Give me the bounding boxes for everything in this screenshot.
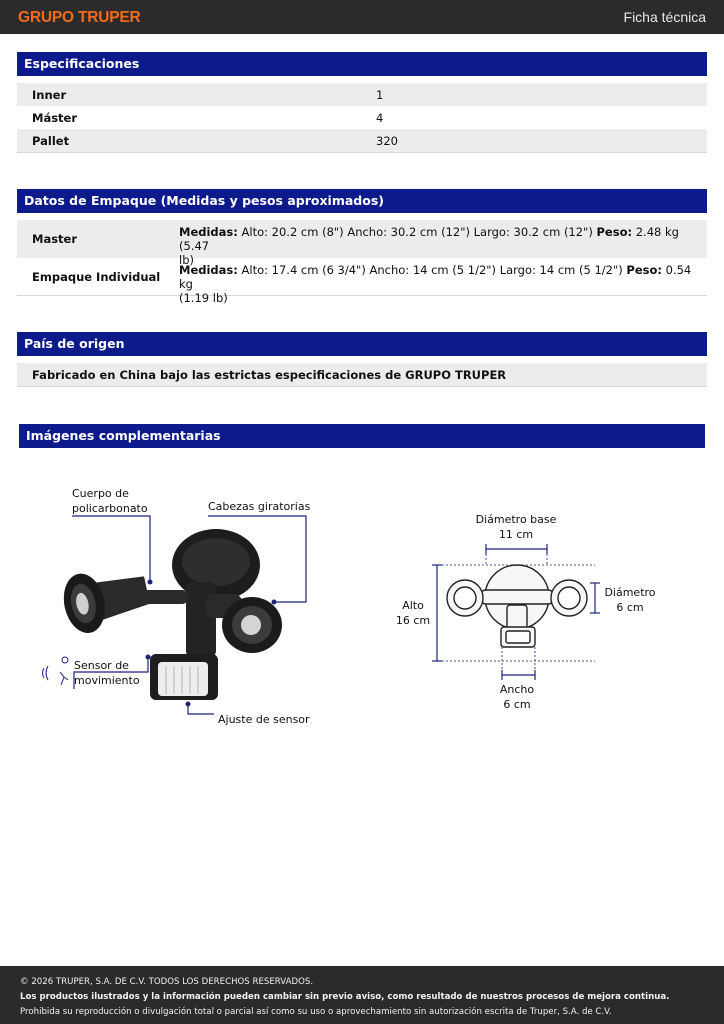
spec-row-master (17, 106, 707, 129)
dim-diametro-value: 6 cm (616, 601, 644, 614)
footer (0, 966, 724, 1024)
origin-text: Fabricado en China bajo las estrictas especificaciones de GRUPO TRUPER (32, 368, 507, 382)
spec-label: Inner (32, 88, 67, 102)
callout-cuerpo-line1: Cuerpo de (72, 487, 129, 500)
peso-value-cont: lb) (179, 253, 194, 267)
dim-diametro-label: Diámetro (604, 586, 656, 599)
dim-ancho-label: Ancho (499, 683, 535, 696)
brand-logo: GRUPO TRUPER (18, 9, 141, 26)
medidas-value: Alto: 20.2 cm (8") Ancho: 30.2 cm (12") Largo: 30.2 cm (12") (237, 225, 597, 239)
peso-label: Peso: (626, 263, 662, 277)
packing-label: Empaque Individual (32, 270, 161, 284)
document-title: Ficha técnica (623, 9, 706, 25)
lamp-top-view (447, 565, 587, 647)
callout-sensor-line1: Sensor de (74, 659, 129, 672)
packing-details (179, 263, 699, 305)
footer-notice: Los productos ilustrados y la información pueden cambiar sin previo aviso, como resultado de nuestros procesos de mejora continua. (20, 992, 670, 1002)
packing-row-master (17, 220, 707, 267)
spec-label: Pallet (32, 134, 70, 148)
medidas-value: Alto: 17.4 cm (6 3/4") Ancho: 14 cm (5 1/2") Largo: 14 cm (5 1/2") (237, 263, 627, 277)
peso-value: 2.48 kg (5.47 (179, 225, 679, 253)
product-callout-figure (38, 482, 318, 732)
spec-label: Máster (32, 111, 78, 125)
spec-value: 320 (376, 134, 398, 148)
motion-sensor-icon (43, 657, 69, 685)
peso-label: Peso: (596, 225, 633, 239)
dim-alto-label: Alto (402, 599, 424, 612)
peso-value: 0.54 kg (179, 263, 692, 291)
medidas-label: Medidas: (179, 263, 238, 277)
section-header-especificaciones: Especificaciones (17, 52, 707, 76)
callout-cuerpo-line2: policarbonato (72, 502, 148, 515)
callout-ajuste: Ajuste de sensor (218, 713, 310, 726)
section-header-imagenes: Imágenes complementarias (19, 424, 705, 448)
callout-sensor-line2: movimiento (74, 674, 140, 687)
spec-row-inner (17, 83, 707, 106)
dim-alto-value: 16 cm (395, 614, 431, 627)
footer-copyright: © 2026 TRUPER, S.A. DE C.V. TODOS LOS DERECHOS RESERVADOS. (20, 977, 314, 987)
callout-cabezas: Cabezas giratorias (208, 500, 311, 513)
dimension-diagram (395, 505, 665, 717)
peso-value-cont: (1.19 lb) (179, 291, 228, 305)
spec-value: 1 (376, 88, 384, 102)
footer-legal: Prohibida su reproducción o divulgación total o parcial así como su uso o aprovechamiento sin autorización escrita de Truper, S.A. de C.V. (20, 1007, 612, 1017)
dim-ancho-value: 6 cm (503, 698, 531, 711)
medidas-label: Medidas: (179, 225, 238, 239)
origin-row (17, 363, 707, 387)
spec-value: 4 (376, 111, 384, 125)
spec-row-pallet (17, 129, 707, 153)
dim-base-value: 11 cm (498, 528, 534, 541)
top-bar (0, 0, 724, 34)
section-header-empaque: Datos de Empaque (Medidas y pesos aproximados) (17, 189, 707, 213)
packing-row-individual (17, 258, 707, 305)
section-header-origen: País de origen (17, 332, 707, 356)
dim-base-label: Diámetro base (475, 513, 557, 526)
packing-label: Master (32, 232, 78, 246)
